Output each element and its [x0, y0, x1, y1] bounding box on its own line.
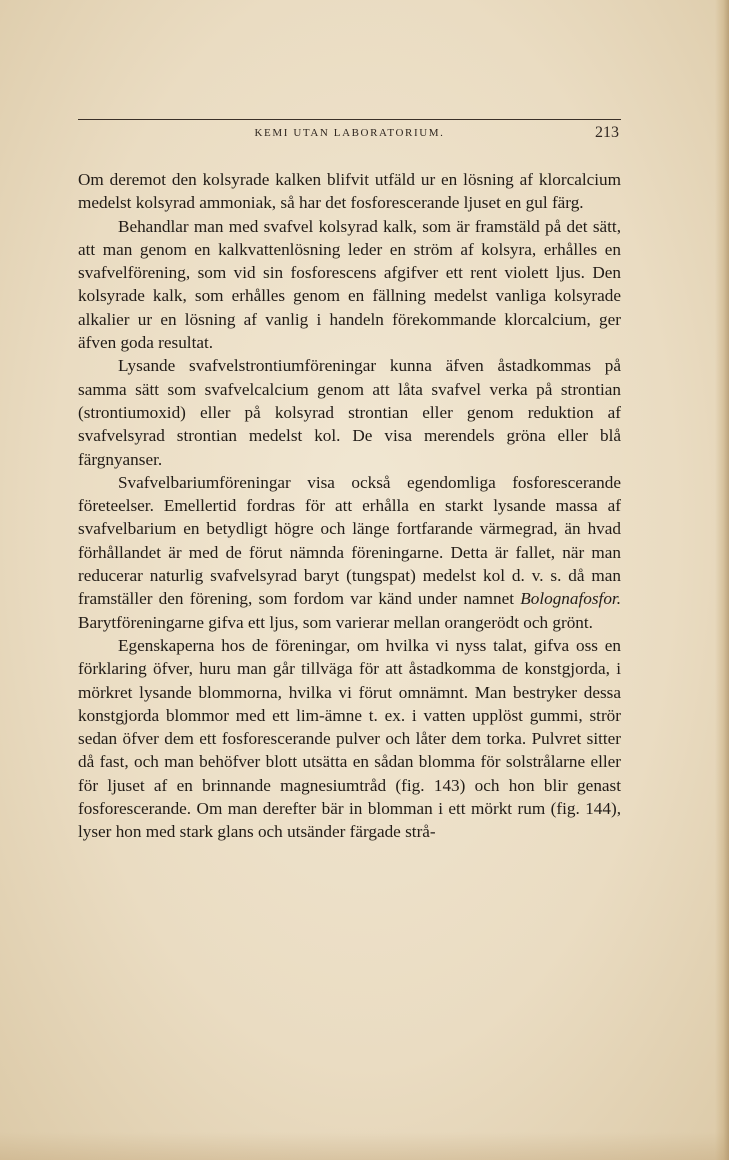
header-rule	[78, 119, 621, 120]
running-title: KEMI UTAN LABORATORIUM.	[254, 127, 445, 139]
running-head	[78, 124, 621, 144]
bolognafosfor-term: Bolognafosfor.	[520, 589, 621, 609]
page-bottom-shadow	[0, 1132, 729, 1160]
paragraph-4-text-before: Svafvelbariumföreningar visa också egendomliga fosforescerande företeelser. Emellertid fordras för att erhålla en starkt lysande massa af svafvelbarium en betydligt högre och länge fortfarande värmegrad, än hvad förhållandet är med de förut nämnda föreningarne. Detta är fallet, när man reducerar naturlig svafvelsyrad baryt (tungspat) medelst kol d. v. s. då man framställer den förening, som fordom var känd under namnet	[78, 472, 621, 609]
paragraph-4	[78, 471, 621, 634]
paragraph-1: Om deremot den kolsyrade kalken blifvit utfäld ur en lösning af klorcalcium medelst kolsyrad ammoniak, så har det fosforescerande ljuset en gul färg.	[78, 170, 621, 213]
paragraph-4-text-after: Barytföreningarne gifva ett ljus, som varierar mellan orangerödt och grönt.	[78, 612, 593, 632]
body-text	[78, 168, 621, 844]
paragraph-2: Behandlar man med svafvel kolsyrad kalk, som är framstäld på det sätt, att man genom en kalkvattenlösning leder en ström af kolsyra, erhålles en svafvelförening, som vid sin fosforescens afgifver ett rent violett ljus. Den kolsyrade kalk, som erhålles genom en fällning medelst vanliga kolsyrade alkalier ur en lösning af vanlig i handeln förekommande klorcalcium, ger äfven goda resultat.	[78, 216, 621, 353]
page-number: 213	[595, 124, 619, 141]
paragraph-5: Egenskaperna hos de föreningar, om hvilka vi nyss talat, gifva oss en förklaring öfver, huru man går tillväga för att åstadkomma de konstgjorda, i mörkret lysande blommorna, hvilka vi förut omnämnt. Man bestryker dessa konstgjorda blommor med ett lim-ämne t. ex. i vatten upplöst gummi, strör sedan öfver dem ett fosforescerande pulver och låter dem torka. Pulvret sitter då fast, och man behöfver blott utsätta en sådan blomma för solstrålarne eller för ljuset af en brinnande magnesiumtråd (fig. 143) och hon blir genast fosforescerande. Om man derefter bär in blomman i ett mörkt rum (fig. 144), lyser hon med stark glans och utsänder färgade strå-	[78, 635, 621, 842]
paragraph-3: Lysande svafvelstrontiumföreningar kunna äfven åstadkommas på samma sätt som svafvelcalcium genom att låta svafvel verka på strontian (strontiumoxid) eller på kolsyrad strontian eller genom reduktion af svafvelsyrad strontian medelst kol. De visa merendels gröna eller blå färgnyanser.	[78, 356, 621, 469]
page-edge-shadow	[715, 0, 729, 1160]
